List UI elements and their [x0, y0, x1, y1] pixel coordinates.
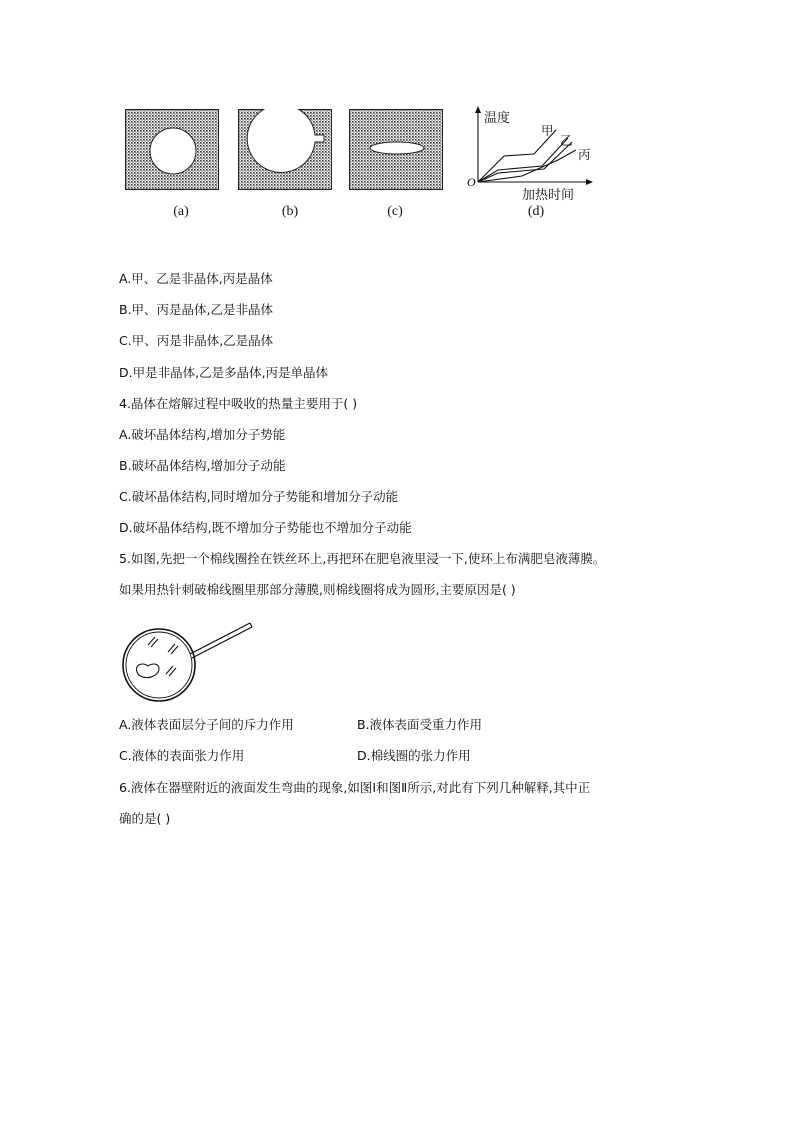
figure-b-caption: (b): [281, 204, 299, 219]
graph-y-label: 温度: [484, 111, 511, 126]
q5-option-d: D.棉线圈的张力作用: [357, 748, 471, 763]
figure-d-caption: (d): [527, 204, 545, 219]
q3-option-d: D.甲是非晶体,乙是多晶体,丙是单晶体: [119, 365, 329, 380]
q4-option-c: C.破坏晶体结构,同时增加分子势能和增加分子动能: [119, 489, 399, 504]
q4-stem: 4.晶体在熔解过程中吸收的热量主要用于( ): [119, 396, 358, 411]
figure-a-caption: (a): [173, 204, 189, 219]
figure-c-plate: [349, 109, 443, 190]
curve-yi-label: 乙: [560, 133, 573, 148]
figure-b-plate: [238, 109, 332, 190]
q4-option-b: B.破坏晶体结构,增加分子动能: [119, 458, 286, 473]
q5-option-c: C.液体的表面张力作用: [119, 748, 245, 763]
q5-stem-line1: 5.如图,先把一个棉线圈拴在铁丝环上,再把环在肥皂液里浸一下,使环上布满肥皂液薄膜。: [119, 551, 606, 566]
q5-option-a: A.液体表面层分子间的斥力作用: [119, 717, 294, 732]
q5-option-b: B.液体表面受重力作用: [357, 717, 483, 732]
graph-x-label: 加热时间: [522, 188, 575, 203]
q3-option-c: C.甲、丙是非晶体,乙是晶体: [119, 333, 274, 348]
q4-option-a: A.破坏晶体结构,增加分子势能: [119, 427, 286, 442]
q3-option-a: A.甲、乙是非晶体,丙是晶体: [119, 271, 273, 286]
q6-stem-line1: 6.液体在器壁附近的液面发生弯曲的现象,如图Ⅰ和图Ⅱ所示,对此有下列几种解释,其中正: [119, 780, 591, 795]
q6-stem-line2: 确的是( ): [119, 811, 171, 826]
curve-bing-label: 丙: [578, 147, 591, 162]
figure-c-caption: (c): [387, 204, 403, 219]
wire-ring-figure: [118, 618, 258, 702]
graph-origin-label: O: [467, 175, 476, 189]
curve-jia-label: 甲: [541, 123, 554, 138]
q4-option-d: D.破坏晶体结构,既不增加分子势能也不增加分子动能: [119, 520, 412, 535]
q5-stem-line2: 如果用热针刺破棉线圈里那部分薄膜,则棉线圈将成为圆形,主要原因是( ): [119, 582, 516, 597]
figure-a-plate: [125, 109, 219, 190]
q3-option-b: B.甲、丙是晶体,乙是非晶体: [119, 302, 274, 317]
